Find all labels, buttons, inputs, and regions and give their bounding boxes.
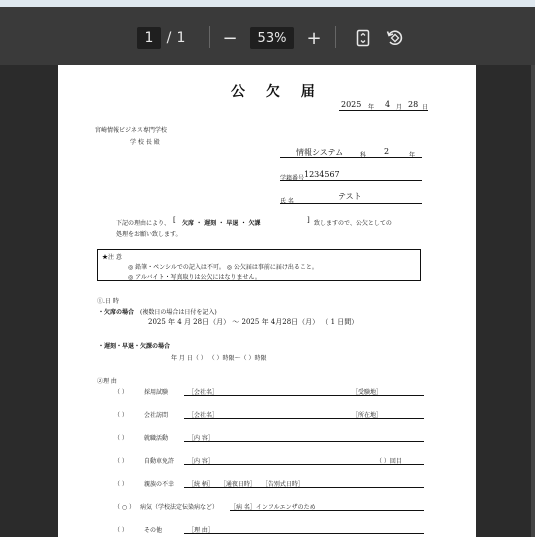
document-viewport[interactable] [0,65,535,537]
reason-field: ［続 柄］ ［通夜日時］ ［告別式日時］ [188,481,304,488]
reason-options-bracket: ] [307,216,310,224]
section-reason-heading: ②理 由 [97,378,117,385]
reason-text-line2: 処理をお願い致します。 [116,231,182,238]
reason-field: （ ）回目 [376,458,402,465]
name-value: テスト [338,192,362,201]
zoom-level-input[interactable]: 53% [250,27,294,49]
reason-field: ［受験地］ [352,389,383,396]
zoom-out-button[interactable]: − [222,27,238,49]
absent-case-note: (複数日の場合は日付を記入) [140,309,217,316]
school-name: 宮崎情報ビジネス専門学校 [95,127,167,134]
fit-page-icon [356,29,370,47]
reason-underline [184,533,424,534]
reason-underline [184,487,424,488]
grade-value: 2 [384,147,390,156]
toolbar-divider [209,26,210,48]
reason-field: ［内 容］ [188,458,214,465]
reason-label: その他 [144,527,163,534]
principal-addressee: 学 校 長 殿 [130,139,160,146]
rotate-icon [386,29,404,47]
page-title: 公 欠 届 [231,84,323,100]
reason-field: ［会社名］ [188,412,219,419]
rotate-button[interactable] [386,27,404,49]
page-separator: / [166,30,172,46]
date-month: 4 [385,100,391,109]
reason-checkbox[interactable]: （ ） [114,412,128,419]
reason-checkbox[interactable]: （ ） [114,458,128,465]
reason-checkbox[interactable]: （ ） [114,435,128,442]
reason-field: ［病 名］インフルエンザのため [230,504,316,511]
date-year-unit: 年 [368,104,375,111]
student-number-value: 1234567 [304,170,340,179]
notice-item: ◎ 鉛筆・ペンシルでの記入は不可。 ◎ 公欠届は事前に届け出ること。 [128,264,318,271]
reason-underline [230,510,424,511]
date-underline [339,110,428,111]
page-total: 1 [176,30,186,46]
grade-unit: 年 [409,152,416,159]
reason-text-post: 致しますので、公欠としての [314,220,392,227]
date-day-unit: 日 [422,104,429,111]
document-page [58,65,476,537]
department-underline [280,157,422,158]
date-day: 28 [408,100,419,109]
reason-options-bracket: [ [173,216,176,224]
notice-item: ◎ アルバイト・写真取りは公欠にはなりません。 [128,274,261,281]
student-number-underline [280,180,422,181]
late-case-label: ・遅刻・早退・欠課の場合 [98,343,171,350]
reason-label: 採用試験 [144,389,169,396]
name-underline [280,203,422,204]
absent-date-range: 2025 年 4 月 28日（月） 〜 2025 年 4月28日（月） （ 1 日間） [148,318,359,326]
page-number-input[interactable]: 1 [137,27,161,49]
reason-checkbox[interactable]: （ ） [114,481,128,488]
date-month-unit: 月 [396,104,403,111]
reason-label: 親族の不幸 [144,481,175,488]
reason-underline [184,395,424,396]
toolbar-divider [335,26,336,48]
reason-underline [184,441,424,442]
reason-underline [184,464,424,465]
reason-checkbox[interactable]: （ ） [114,389,128,396]
reason-label: 自動車免許 [144,458,175,465]
reason-underline [184,418,424,419]
reason-label: 就職活動 [144,435,169,442]
window-top-strip [0,0,535,7]
fit-page-button[interactable] [354,27,372,49]
date-year: 2025 [341,100,362,109]
late-date-range: 年 月 日（ ） （ ）時限〜（ ）時限 [171,355,267,362]
reason-field: ［会社名］ [188,389,219,396]
department-unit: 科 [360,152,367,159]
name-label: 氏 名 [280,198,294,205]
reason-checkbox[interactable]: （ ） [114,527,128,534]
department-value: 情報システム [296,148,344,157]
reason-checkbox[interactable]: （ ○ ） [114,504,136,511]
reason-label: 病気（学校法定伝染病など） [140,504,219,511]
absent-case-label: ・欠席の場合 [98,309,135,316]
zoom-in-button[interactable]: + [306,27,322,49]
reason-label: 会社訪問 [144,412,169,419]
notice-box [97,249,421,281]
reason-field: ［所在地］ [352,412,383,419]
reason-text-pre: 下記の理由により、 [116,220,171,227]
notice-heading: ★注 意 [102,254,122,261]
vertical-scrollbar[interactable] [531,65,535,537]
student-number-label: 学籍番号 [280,175,305,182]
pdf-toolbar [0,7,535,65]
reason-field: ［内 容］ [188,435,214,442]
reason-field: ［理 由］ [188,527,214,534]
section-datetime-heading: ①.日 時 [97,298,119,305]
reason-options: 欠席 ・ 遅刻 ・ 早退 ・ 欠課 [182,220,261,227]
